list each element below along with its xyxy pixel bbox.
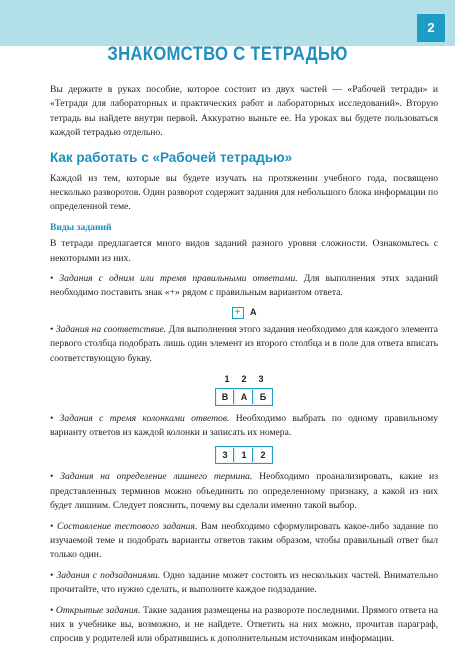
header-band [0, 0, 455, 46]
item-lead: Открытые задания. [55, 604, 141, 616]
item-text: Для выполнения этих заданий необходимо поставить знак «+» рядом с правильным вариантом ответа. [50, 273, 439, 299]
item-text: Вам необходимо сформулировать какое-либо задание по изучаемой теме и подобрать варианты ответов таким образом, чтобы правильный ответ был только один. [50, 520, 439, 561]
list-item [50, 604, 438, 647]
plus-box: + [232, 307, 244, 319]
item-lead: Задания с одним или тремя правильными ответами. [59, 273, 298, 285]
item-text: Для выполнения этого задания необходимо для каждого элемента первого столбца подобрать лишь один элемент из второго столбца и в поле для ответа вписать соответствующую букву. [50, 323, 438, 364]
section-heading: Как работать с «Рабочей тетрадью» [50, 149, 293, 165]
three-cell: 1 [236, 448, 253, 462]
page-number: 2 [417, 14, 445, 42]
section-paragraph: Каждой из тем, которые вы будете изучать на протяжении учебного года, посвящено несколько разворотов. Один разворот содержит задания для небольшого блока информации по определенной теме. [50, 172, 438, 213]
match-cell: А [236, 390, 253, 404]
bullet: • [50, 604, 54, 616]
example-three-columns [50, 446, 438, 464]
example-plus [50, 305, 438, 319]
page-title: ЗНАКОМСТВО С ТЕТРАДЬЮ [107, 44, 348, 65]
task-types-intro: В тетради предлагается много видов заданий разного уровня сложности. Ознакомьтесь с некоторыми из них. [50, 238, 438, 264]
item-text: Одно задание может состоять из нескольких частей. Внимательно прочитайте, что нужно сделать, и выполните каждое подзадание. [50, 569, 438, 596]
match-numbers [50, 372, 438, 387]
list-item [50, 323, 438, 366]
item-lead: Составление тестового задания. [57, 520, 198, 532]
match-number: 1 [224, 374, 230, 385]
list-item [50, 412, 438, 441]
bullet: • [50, 412, 54, 424]
example-match [50, 372, 438, 405]
three-cell: 2 [255, 448, 271, 462]
match-boxes [215, 388, 273, 406]
item-lead: Задания с тремя колонками ответов. [59, 412, 230, 424]
bullet: • [50, 323, 54, 335]
match-cell: Б [255, 390, 271, 404]
item-lead: Задания с подзаданиями. [56, 569, 161, 581]
bullet: • [50, 273, 54, 285]
item-text: Необходимо выбрать по одному правильному варианту ответов из каждой колонки и записать их номера. [50, 412, 439, 438]
bullet: • [50, 471, 54, 483]
three-boxes [215, 446, 273, 464]
bullet: • [50, 520, 54, 532]
item-text: Необходимо проанализировать, какие из представленных терминов можно объединить по определенному признаку, а какой из них будет лишним. Следует пояснить, почему вы сделали именно такой выбор. [50, 471, 438, 512]
subheading-task-types: Виды заданий [50, 221, 112, 233]
main-content [50, 83, 438, 653]
bullet: • [50, 569, 54, 581]
intro-paragraph: Вы держите в руках пособие, которое состоит из двух частей — «Рабочей тетради» и «Тетради для лабораторных и практических работ и лабораторных исследований». Вторую тетрадь вы найдете внутри первой. Аккуратно выньте ее. На уроках вы будете пользоваться каждой тетрадью отдельно. [50, 84, 438, 139]
match-number: 3 [258, 374, 264, 385]
item-lead: Задания на определение лишнего термина. [60, 471, 253, 483]
plus-letter: А [249, 306, 257, 317]
item-lead: Задания на соответствие. [55, 323, 167, 335]
three-cell: 3 [217, 448, 234, 462]
list-item [50, 520, 438, 563]
list-item [50, 470, 438, 513]
match-number: 2 [241, 374, 247, 385]
match-cell: В [217, 390, 234, 404]
item-text: Такие задания размещены на развороте последними. Прямого ответа на них в учебнике вы, возможно, и не найдете. Ответить на них можно, прочитав параграф, спросив у родителей или обратившись к дополнительным источникам информации. [50, 604, 438, 645]
list-item [50, 272, 438, 301]
list-item [50, 569, 438, 598]
